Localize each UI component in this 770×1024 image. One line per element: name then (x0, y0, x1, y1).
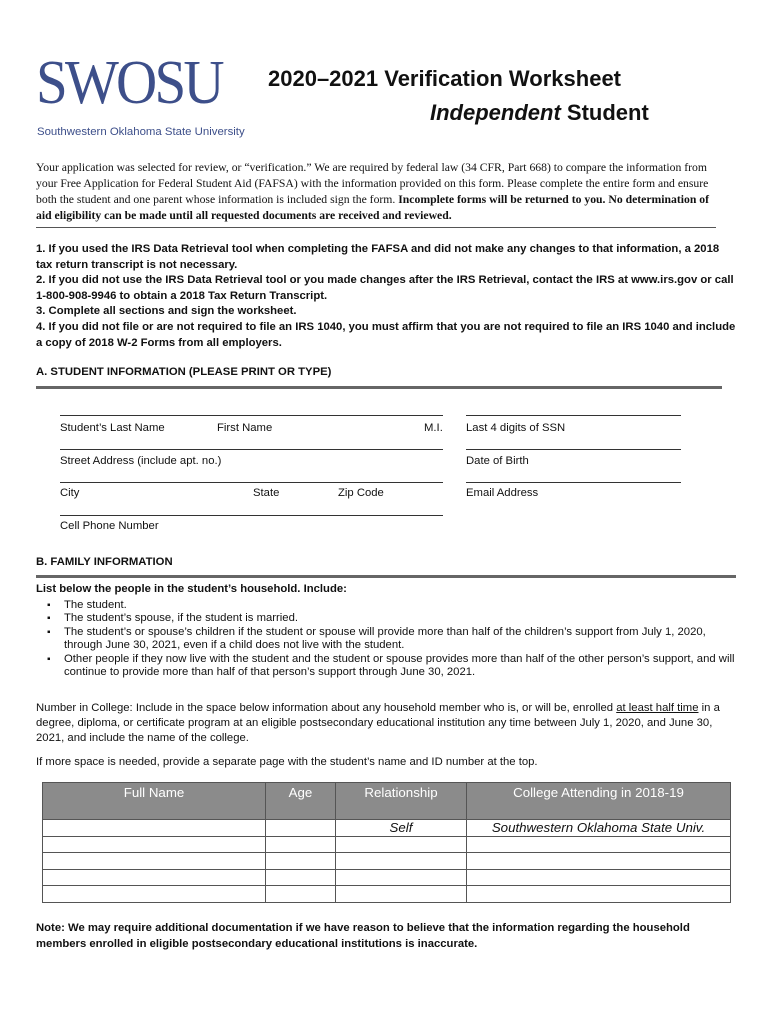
cell-name[interactable] (43, 836, 266, 853)
table-header-row (43, 783, 731, 820)
label-zip: Zip Code (338, 487, 384, 499)
instruction-3: 3. Complete all sections and sign the worksheet. (36, 305, 297, 318)
label-email: Email Address (466, 487, 539, 499)
table-row (43, 836, 731, 853)
section-a-bar (36, 386, 722, 389)
cell-age[interactable] (266, 869, 336, 886)
intro-paragraph (36, 160, 726, 224)
cell-relationship-self: Self (336, 820, 467, 837)
label-street: Street Address (include apt. no.) (60, 455, 222, 467)
label-mi: M.I. (424, 422, 443, 434)
list-item: ▪ The student’s or spouse’s children if the student or spouse will provide more than half of the children’s support from July 1, 2020, through June 30, 2021, even if a child does not live with the student. (64, 626, 741, 653)
cell-college[interactable] (467, 853, 731, 870)
logo-wordmark: SWOSU (36, 49, 222, 117)
intro-text: Your application was selected for review, or “verification.” We are required by federal law (34 CFR, Part 668) to compare the information from your Free Application for Federal Student Aid (FAFSA) with the information provided on this form. Please complete the entire form and ensure both the student and one parent whose information is included sign the form. (36, 161, 709, 206)
instruction-2: 2. If you did not use the IRS Data Retrieval tool or you made changes after the IRS Retrieval, contact the IRS at www.irs.gov or call 1-800-908-9946 to obtain a 2018 Tax Return Transcript. (36, 274, 734, 302)
label-ssn: Last 4 digits of SSN (466, 422, 566, 434)
table-row (43, 820, 731, 837)
college-text-2: in a degree, diploma, or certificate program at an eligible postsecondary educational institution any time between July 1, 2020, and June 30, 2021, and include the name of the college. (36, 702, 720, 744)
instructions (36, 242, 736, 351)
cell-college[interactable] (467, 836, 731, 853)
cell-name[interactable] (43, 853, 266, 870)
subtitle-italic: Independent (430, 100, 561, 125)
cell-age[interactable] (266, 853, 336, 870)
header-full-name: Full Name (43, 783, 266, 820)
table-row (43, 869, 731, 886)
table-row (43, 853, 731, 870)
header-college: College Attending in 2018-19 (467, 783, 731, 820)
dob-line[interactable] (466, 449, 681, 450)
household-table (42, 782, 731, 903)
cell-age[interactable] (266, 836, 336, 853)
label-dob: Date of Birth (466, 455, 529, 467)
note-paragraph: Note: We may require additional documentation if we have reason to believe that the information regarding the household members enrolled in eligible postsecondary educational institutions is inaccurate. (36, 922, 690, 950)
instruction-4: 4. If you did not file or are not required to file an IRS 1040, you must affirm that you are not required to file an IRS 1040 and include a copy of 2018 W-2 Forms from all employers. (36, 320, 736, 349)
logo-subtitle: Southwestern Oklahoma State University (37, 126, 245, 138)
cell-relationship[interactable] (336, 869, 467, 886)
number-in-college-paragraph (36, 701, 726, 746)
cell-name[interactable] (43, 869, 266, 886)
ssn-line[interactable] (466, 415, 681, 416)
cell-line[interactable] (60, 515, 443, 516)
list-item: ▪ The student’s spouse, if the student is married. (64, 612, 741, 626)
college-underline: at least half time (616, 702, 699, 714)
street-line[interactable] (60, 449, 443, 450)
header-age: Age (266, 783, 336, 820)
cell-name[interactable] (43, 820, 266, 837)
subtitle-rest: Student (560, 100, 649, 125)
section-a-title: A. STUDENT INFORMATION (PLEASE PRINT OR TYPE) (36, 366, 332, 378)
cell-name[interactable] (43, 886, 266, 903)
swosu-logo (36, 49, 245, 144)
section-b-title: B. FAMILY INFORMATION (36, 556, 173, 568)
cell-college[interactable] (467, 869, 731, 886)
cell-college-swosu: Southwestern Oklahoma State Univ. (467, 820, 731, 837)
list-item: ▪ Other people if they now live with the student and the student or spouse provides more than half of the other person’s support, and will continue to provide more than half of that person’s support through June 30, 2021. (64, 653, 741, 680)
intro-bold: Incomplete forms will be returned to you. No determination of aid eligibility can be made until all requested documents are received and reviewed. (36, 193, 710, 222)
divider (36, 227, 716, 228)
city-line[interactable] (60, 482, 443, 483)
page-subtitle (430, 100, 649, 126)
cell-relationship[interactable] (336, 836, 467, 853)
cell-age[interactable] (266, 820, 336, 837)
label-city: City (60, 487, 80, 499)
cell-college[interactable] (467, 886, 731, 903)
instruction-1: 1. If you used the IRS Data Retrieval tool when completing the FAFSA and did not make any changes to that information, a 2018 tax return transcript is not necessary. (36, 243, 720, 271)
page-title: 2020–2021 Verification Worksheet (268, 66, 622, 91)
cell-relationship[interactable] (336, 853, 467, 870)
cell-relationship[interactable] (336, 886, 467, 903)
household-list (36, 583, 741, 680)
name-line[interactable] (60, 415, 443, 416)
college-text-1: Number in College: Include in the space below information about any household member who is, or will be, enrolled (36, 702, 617, 714)
header-relationship: Relationship (336, 783, 467, 820)
email-line[interactable] (466, 482, 681, 483)
more-space-note: If more space is needed, provide a separate page with the student’s name and ID number at the top. (36, 756, 538, 768)
list-item: ▪ The student. (64, 599, 741, 613)
cell-age[interactable] (266, 886, 336, 903)
household-list-heading: List below the people in the student’s household. Include: (36, 583, 347, 595)
label-first-name: First Name (217, 422, 273, 434)
table-row (43, 886, 731, 903)
label-cell: Cell Phone Number (60, 520, 159, 532)
label-state: State (253, 487, 280, 499)
label-last-name: Student’s Last Name (60, 422, 165, 434)
section-b-bar (36, 575, 736, 578)
